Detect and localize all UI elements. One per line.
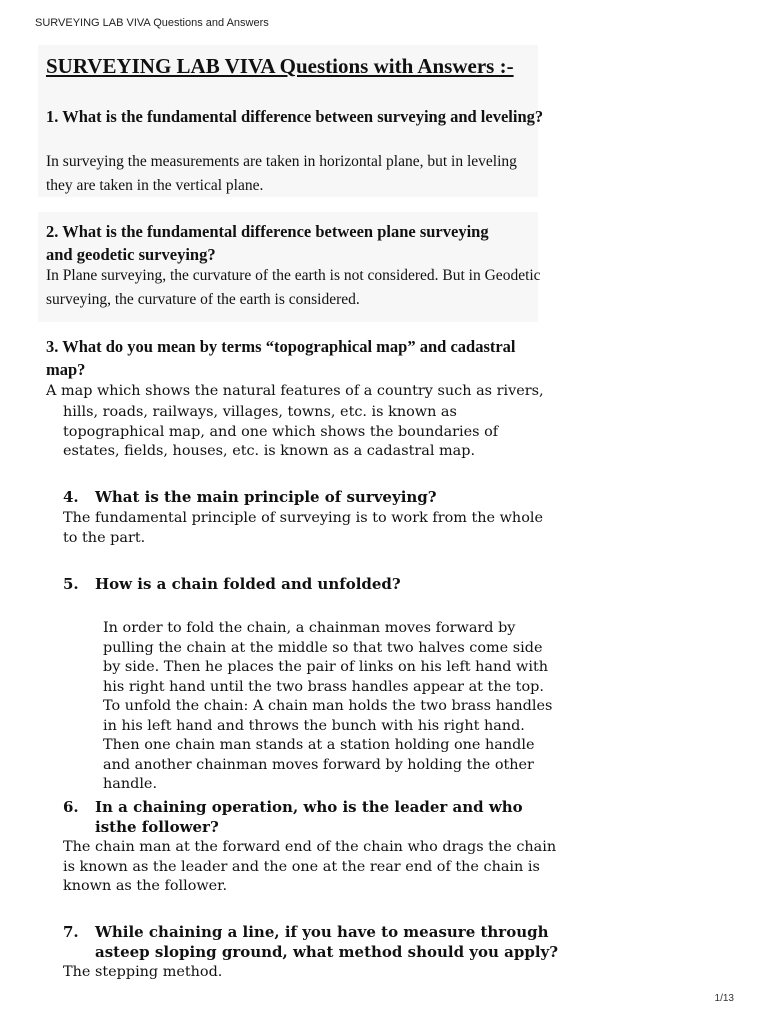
answer-7: The stepping method. bbox=[63, 964, 223, 980]
question-7-number: 7. bbox=[63, 923, 79, 941]
answer-1: In surveying the measurements are taken in horizontal plane, but in leveling they are taken in the vertical plane. bbox=[46, 153, 517, 194]
question-1-text: What is the fundamental difference between surveying and leveling? bbox=[62, 107, 544, 126]
page-indicator: 1/13 bbox=[714, 993, 734, 1004]
question-6-text: In a chaining operation, who is the leader and who isthe follower? bbox=[95, 798, 523, 836]
answer-2: In Plane surveying, the curvature of the earth is not considered. But in Geodetic surveying, the curvature of the earth is considered. bbox=[46, 267, 541, 308]
answer-6: The chain man at the forward end of the chain who drags the chain is known as the leader and the one at the rear end of the chain is known as the follower. bbox=[63, 839, 557, 894]
question-4-text: What is the main principle of surveying? bbox=[95, 488, 437, 506]
question-6-number: 6. bbox=[63, 798, 79, 816]
question-1 bbox=[46, 105, 546, 128]
answer-3-first-line: A map which shows the natural features of a country such as rivers, bbox=[46, 383, 544, 399]
question-2 bbox=[46, 220, 516, 266]
question-3 bbox=[46, 335, 536, 381]
question-1-number: 1. bbox=[46, 107, 59, 126]
question-4-number: 4. bbox=[63, 488, 79, 506]
question-5-number: 5. bbox=[63, 575, 79, 593]
question-2-text: What is the fundamental difference between plane surveying and geodetic surveying? bbox=[46, 222, 489, 264]
document-title: SURVEYING LAB VIVA Questions with Answers :- bbox=[46, 54, 514, 78]
question-7-text: While chaining a line, if you have to measure through asteep sloping ground, what method should you apply? bbox=[95, 923, 559, 961]
question-3-number: 3. bbox=[46, 337, 59, 356]
question-5-text: How is a chain folded and unfolded? bbox=[95, 575, 401, 593]
answer-5: In order to fold the chain, a chainman moves forward by pulling the chain at the middle so that two halves come side by side. Then he places the pair of links on his left hand with his right hand until the two brass handles appear at the top. To unfold the chain: A chain man holds the two brass handles in his left hand and throws the bunch with his right hand. Then one chain man stands at a station holding one handle and another chainman moves forward by holding the other handle. bbox=[103, 620, 553, 792]
answer-3-rest: hills, roads, railways, villages, towns, etc. is known as topographical map, and one which shows the boundaries of estates, fields, houses, etc. is known as a cadastral map. bbox=[63, 404, 499, 459]
page-header-title: SURVEYING LAB VIVA Questions and Answers bbox=[35, 17, 269, 29]
answer-4: The fundamental principle of surveying is to work from the whole to the part. bbox=[63, 510, 543, 546]
question-2-number: 2. bbox=[46, 222, 59, 241]
question-3-text: What do you mean by terms “topographical map” and cadastral map? bbox=[46, 337, 516, 379]
